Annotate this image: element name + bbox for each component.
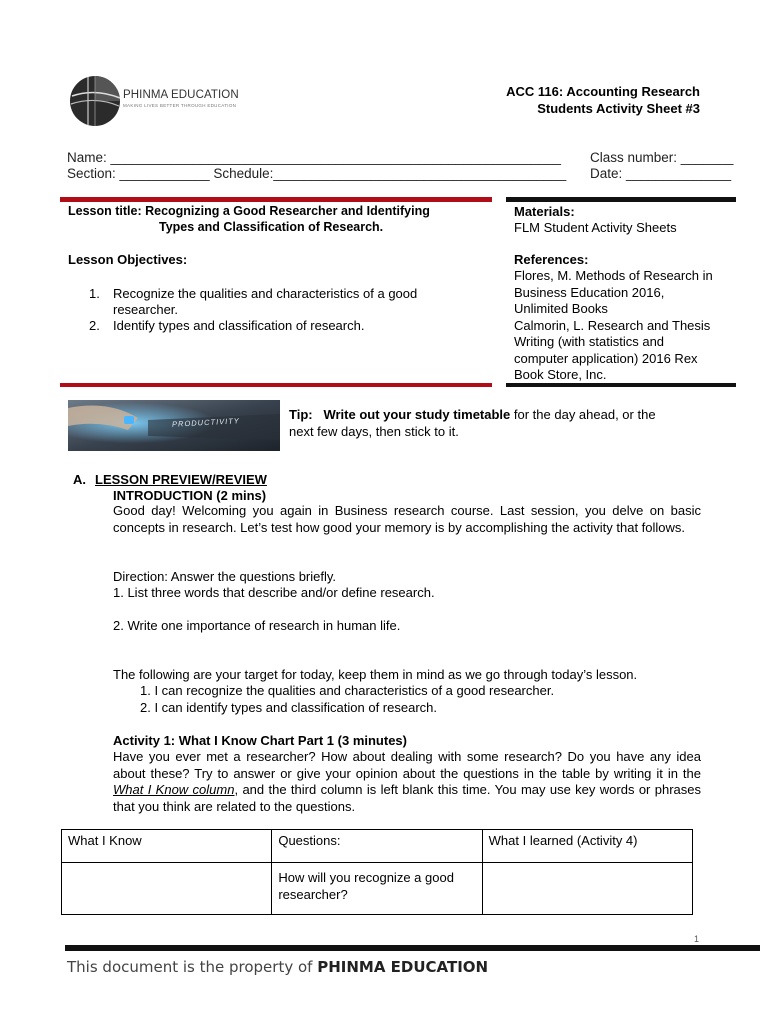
question-cell: How will you recognize a good researcher?	[272, 863, 482, 915]
section-letter: A.	[73, 472, 86, 487]
reference-line: Calmorin, L. Research and Thesis	[514, 317, 711, 333]
page-number: 1	[694, 934, 700, 944]
bottom-red-rule	[60, 383, 492, 387]
intro-paragraph: Good day! Welcoming you again in Business research course. Last session, you delve on basic concepts in research. Let’s test how good your memory is by accomplishing the activity that follows.	[113, 503, 701, 535]
top-black-rule	[506, 197, 736, 202]
tip-rest: for the day ahead, or the	[510, 407, 656, 422]
reference-line: Business Education 2016,	[514, 284, 665, 300]
target-item: 1. I can recognize the qualities and characteristics of a good researcher.	[140, 683, 555, 698]
intro-heading: INTRODUCTION (2 mins)	[113, 488, 267, 503]
footer-text: This document is the property of PHINMA EDUCATION	[67, 958, 489, 976]
logo-tagline: MAKING LIVES BETTER THROUGH EDUCATION	[123, 103, 237, 108]
question-1: 1. List three words that describe and/or define research.	[113, 585, 435, 600]
target-item: 2. I can identify types and classification of research.	[140, 700, 437, 715]
course-title: ACC 116: Accounting Research	[506, 84, 700, 99]
objective-item: 2. Identify types and classification of research.	[89, 318, 365, 333]
productivity-caption: PRODUCTIVITY	[171, 416, 241, 429]
materials-text: FLM Student Activity Sheets	[514, 220, 677, 235]
reference-line: Writing (with statistics and	[514, 334, 665, 349]
name-field[interactable]: Name: ____________________________________________________________	[67, 150, 561, 165]
table-header-cell: Questions:	[272, 830, 482, 863]
objective-item-cont: researcher.	[113, 302, 179, 317]
materials-heading: Materials:	[514, 204, 575, 219]
kwl-table	[61, 829, 693, 915]
target-intro: The following are your target for today, keep them in mind as we go through today’s lesson.	[113, 667, 638, 682]
question-2: 2. Write one importance of research in human life.	[113, 618, 401, 633]
objectives-heading: Lesson Objectives:	[68, 252, 188, 267]
what-i-learned-cell[interactable]	[482, 863, 692, 915]
lesson-title-line1: Lesson title: Recognizing a Good Researcher and Identifying	[68, 204, 430, 218]
objective-item: 1. Recognize the qualities and characteristics of a good	[89, 286, 418, 301]
lesson-title-line2: Types and Classification of Research.	[159, 220, 384, 234]
top-red-rule	[60, 197, 492, 202]
reference-line: computer application) 2016 Rex	[514, 350, 698, 366]
section-heading: LESSON PREVIEW/REVIEW	[95, 472, 267, 487]
sheet-title: Students Activity Sheet #3	[537, 101, 700, 116]
tip-line2: next few days, then stick to it.	[289, 424, 459, 439]
objectives-list	[89, 286, 469, 334]
reference-line: Unlimited Books	[514, 301, 608, 316]
section-schedule-field[interactable]: Section: ____________ Schedule:_______________________________________	[67, 166, 567, 181]
phinma-logo-mark-icon	[68, 74, 124, 128]
references-list	[514, 268, 713, 384]
class-number-field[interactable]: Class number: _______	[590, 150, 734, 165]
footer-rule	[65, 945, 760, 951]
what-i-know-cell[interactable]	[62, 863, 272, 915]
activity1-paragraph: Have you ever met a researcher? How about dealing with some research? Do you have any idea about these? Try to answer or give your opinion about the questions in the table by writing it in the What I Know column, and the third column is left blank this time. You may use key words or phrases that you think are related to the questions.	[113, 749, 701, 814]
table-header-row	[62, 830, 693, 863]
direction-text: Direction: Answer the questions briefly.	[113, 569, 337, 584]
table-row	[62, 863, 693, 915]
reference-line: Book Store, Inc.	[514, 367, 607, 382]
table-header-cell: What I Know	[62, 830, 272, 863]
date-field[interactable]: Date: ______________	[590, 166, 732, 181]
table-header-cell: What I learned (Activity 4)	[482, 830, 692, 863]
productivity-image	[68, 400, 280, 451]
tip-bold-text: Write out your study timetable	[323, 407, 511, 422]
tip-label: Tip:	[289, 407, 313, 422]
tip-text	[289, 406, 703, 440]
what-i-know-emphasis: What I Know column	[113, 782, 235, 797]
references-heading: References:	[514, 252, 589, 267]
phinma-logo	[68, 74, 237, 128]
bottom-black-rule	[506, 383, 736, 387]
footer-owner: PHINMA EDUCATION	[317, 958, 489, 976]
logo-name: PHINMA EDUCATION	[123, 89, 239, 101]
activity1-heading: Activity 1: What I Know Chart Part 1 (3 minutes)	[113, 733, 407, 748]
reference-line: Flores, M. Methods of Research in	[514, 268, 713, 283]
